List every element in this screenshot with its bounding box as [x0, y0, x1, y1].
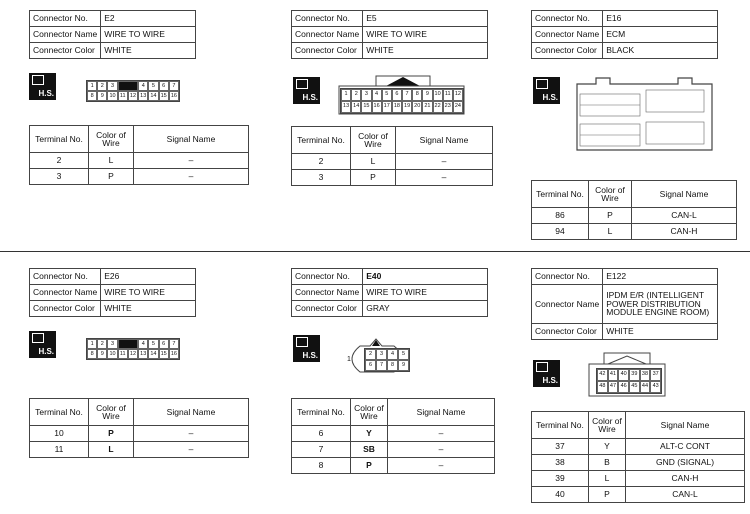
pin-cell: 3: [361, 89, 371, 101]
table-cell: 3: [292, 170, 351, 186]
pin-cell: 16: [372, 101, 382, 113]
pin-cell: 1: [87, 339, 97, 349]
pin-cell: 4: [387, 349, 398, 360]
pin-cell: 42: [597, 369, 608, 381]
table-cell: Connector Name: [30, 285, 101, 301]
column-header: Signal Name: [134, 126, 249, 153]
table-cell: IPDM E/R (INTELLIGENT POWER DISTRIBUTION MODULE ENGINE ROOM): [603, 285, 718, 324]
pin-cell: 13: [341, 101, 351, 113]
pin-cell: 6: [159, 339, 169, 349]
table-cell: 2: [30, 153, 89, 169]
table-row: [30, 426, 249, 442]
table-cell: SB: [351, 442, 388, 458]
table-cell: CAN-L: [632, 208, 737, 224]
table-cell: BLACK: [603, 43, 718, 59]
table-cell: –: [134, 153, 249, 169]
table-cell: B: [589, 455, 626, 471]
pin-cell: [118, 81, 138, 91]
pin-cell: 39: [629, 369, 640, 381]
connector-pin-diagram: [86, 80, 180, 102]
table-cell: Connector No.: [292, 269, 363, 285]
terminal-table-e16: [531, 180, 737, 240]
pin-cell: 47: [608, 381, 619, 393]
table-cell: P: [89, 169, 134, 185]
table-row: [532, 487, 745, 503]
terminal-table-e40: [291, 398, 495, 474]
pin-cell: 8: [412, 89, 422, 101]
table-cell: Connector Name: [532, 285, 603, 324]
table-cell: E122: [603, 269, 718, 285]
table-cell: –: [134, 169, 249, 185]
pin-cell: 4: [138, 81, 148, 91]
pin-cell: 11: [443, 89, 453, 101]
pin-cell: 7: [169, 339, 179, 349]
column-header: Signal Name: [134, 399, 249, 426]
pin-cell: 16: [169, 349, 179, 359]
column-header: Color of Wire: [589, 412, 626, 439]
table-row: [292, 458, 495, 474]
connector-e26: [29, 268, 196, 317]
table-cell: –: [396, 154, 493, 170]
connector-e5: [291, 10, 488, 59]
table-row: [292, 426, 495, 442]
terminal-table-e122: [531, 411, 745, 503]
pin-cell: 3: [376, 349, 387, 360]
pin-cell: 1: [87, 81, 97, 91]
table-cell: 94: [532, 224, 589, 240]
pin-cell: 48: [597, 381, 608, 393]
pin-cell: 18: [392, 101, 402, 113]
table-cell: 8: [292, 458, 351, 474]
pin-cell: 12: [453, 89, 463, 101]
table-cell: –: [396, 170, 493, 186]
column-header: Terminal No.: [292, 127, 351, 154]
column-header: Signal Name: [626, 412, 745, 439]
connector-pin-diagram: [364, 348, 410, 372]
pin-cell: 44: [640, 381, 651, 393]
pin-cell: 2: [97, 81, 107, 91]
pin-cell: 2: [97, 339, 107, 349]
table-cell: WIRE TO WIRE: [363, 27, 488, 43]
table-cell: E40: [363, 269, 488, 285]
table-row: [30, 169, 249, 185]
section-divider: [0, 251, 750, 252]
table-cell: –: [134, 426, 249, 442]
connector-info-table: [29, 10, 196, 59]
pin-cell: 14: [148, 91, 158, 101]
pin-cell: 9: [97, 91, 107, 101]
pin-cell: 17: [382, 101, 392, 113]
pin-cell: 23: [443, 101, 453, 113]
terminal-table-e26: [29, 398, 249, 458]
table-cell: –: [388, 458, 495, 474]
table-cell: WHITE: [101, 301, 196, 317]
pin-cell: 2: [351, 89, 361, 101]
column-header: Color of Wire: [89, 399, 134, 426]
terminal-table-e5: [291, 126, 493, 186]
connector-pin-diagram: [86, 338, 180, 360]
pin-cell: 12: [128, 91, 138, 101]
pin-cell: 8: [87, 349, 97, 359]
pin-cell: 2: [365, 349, 376, 360]
pin-cell: 20: [412, 101, 422, 113]
pin-cell: 14: [351, 101, 361, 113]
table-cell: Connector Color: [292, 43, 363, 59]
table-cell: Connector No.: [292, 11, 363, 27]
pin-cell: 3: [107, 81, 117, 91]
table-row: [532, 455, 745, 471]
pin-cell: 11: [118, 91, 128, 101]
connector-e2: [29, 10, 196, 59]
hs-icon: H.S.: [293, 77, 320, 104]
pin-cell: 12: [128, 349, 138, 359]
table-cell: P: [589, 208, 632, 224]
pin-cell: 9: [97, 349, 107, 359]
pin-cell: 38: [640, 369, 651, 381]
table-cell: 38: [532, 455, 589, 471]
connector-e16: [531, 10, 718, 59]
table-cell: ECM: [603, 27, 718, 43]
table-row: [532, 224, 737, 240]
pin-cell: 6: [159, 81, 169, 91]
table-cell: 39: [532, 471, 589, 487]
pin-cell: 14: [148, 349, 158, 359]
pin-cell: 5: [148, 81, 158, 91]
table-cell: WHITE: [101, 43, 196, 59]
pin-cell: 7: [169, 81, 179, 91]
column-header: Signal Name: [632, 181, 737, 208]
pin-cell: 15: [159, 91, 169, 101]
pin-cell: 41: [608, 369, 619, 381]
table-cell: 10: [30, 426, 89, 442]
pin-cell: 9: [398, 360, 409, 371]
table-cell: –: [388, 442, 495, 458]
column-header: Terminal No.: [292, 399, 351, 426]
column-header: Color of Wire: [89, 126, 134, 153]
e16-connector-diagram: [572, 76, 718, 154]
table-cell: L: [589, 224, 632, 240]
pin-cell: 4: [138, 339, 148, 349]
table-cell: 3: [30, 169, 89, 185]
pin-cell: 19: [402, 101, 412, 113]
column-header: Terminal No.: [30, 126, 89, 153]
e40-pin-side: 1: [347, 356, 351, 363]
table-cell: –: [134, 442, 249, 458]
pin-cell: 37: [650, 369, 661, 381]
hs-icon: H.S.: [29, 331, 56, 358]
pin-cell: 24: [453, 101, 463, 113]
table-row: [532, 439, 745, 455]
table-row: [292, 170, 493, 186]
pin-cell: 5: [398, 349, 409, 360]
table-cell: Connector No.: [532, 11, 603, 27]
table-cell: 40: [532, 487, 589, 503]
table-cell: Y: [351, 426, 388, 442]
pin-cell: 8: [87, 91, 97, 101]
table-cell: L: [89, 442, 134, 458]
column-header: Color of Wire: [351, 399, 388, 426]
pin-cell: 43: [650, 381, 661, 393]
connector-e122: [531, 268, 718, 340]
pin-cell: 21: [422, 101, 432, 113]
terminal-table-e2: [29, 125, 249, 185]
table-cell: L: [89, 153, 134, 169]
table-cell: L: [351, 154, 396, 170]
table-row: [532, 471, 745, 487]
pin-cell: 10: [107, 91, 117, 101]
column-header: Terminal No.: [532, 412, 589, 439]
pin-cell: 15: [361, 101, 371, 113]
table-cell: 37: [532, 439, 589, 455]
table-cell: GRAY: [363, 301, 488, 317]
hs-icon: H.S.: [29, 73, 56, 100]
pin-cell: 10: [433, 89, 443, 101]
table-cell: CAN-L: [626, 487, 745, 503]
hs-icon: H.S.: [533, 360, 560, 387]
pin-cell: 10: [107, 349, 117, 359]
table-cell: 7: [292, 442, 351, 458]
pin-cell: 5: [148, 339, 158, 349]
column-header: Terminal No.: [30, 399, 89, 426]
table-cell: Connector No.: [30, 269, 101, 285]
pin-cell: 7: [376, 360, 387, 371]
column-header: Signal Name: [396, 127, 493, 154]
pin-cell: 11: [118, 349, 128, 359]
pin-cell: 16: [169, 91, 179, 101]
table-cell: L: [589, 471, 626, 487]
table-cell: WIRE TO WIRE: [101, 285, 196, 301]
table-cell: E26: [101, 269, 196, 285]
pin-cell: 13: [138, 91, 148, 101]
table-cell: Connector Color: [30, 301, 101, 317]
table-cell: E2: [101, 11, 196, 27]
table-cell: 11: [30, 442, 89, 458]
table-cell: CAN-H: [626, 471, 745, 487]
hs-icon: H.S.: [533, 77, 560, 104]
column-header: Color of Wire: [351, 127, 396, 154]
connector-e40: [291, 268, 488, 317]
pin-cell: 13: [138, 349, 148, 359]
connector-pin-diagram: [340, 88, 464, 114]
pin-cell: 7: [402, 89, 412, 101]
table-cell: Connector Name: [30, 27, 101, 43]
pin-cell: 6: [392, 89, 402, 101]
table-cell: 6: [292, 426, 351, 442]
table-cell: 2: [292, 154, 351, 170]
table-cell: P: [89, 426, 134, 442]
pin-cell: 45: [629, 381, 640, 393]
table-cell: Connector Color: [532, 43, 603, 59]
pin-cell: 1: [341, 89, 351, 101]
hs-icon: H.S.: [293, 335, 320, 362]
pin-cell: 6: [365, 360, 376, 371]
table-cell: Connector Color: [292, 301, 363, 317]
pin-cell: [118, 339, 138, 349]
pin-cell: 3: [107, 339, 117, 349]
connector-pin-diagram: [596, 368, 662, 394]
column-header: Terminal No.: [532, 181, 589, 208]
pin-cell: 46: [618, 381, 629, 393]
table-row: [292, 154, 493, 170]
table-cell: Connector Name: [292, 285, 363, 301]
table-cell: Y: [589, 439, 626, 455]
table-cell: P: [351, 170, 396, 186]
pin-cell: 40: [618, 369, 629, 381]
pin-cell: 9: [422, 89, 432, 101]
table-row: [30, 442, 249, 458]
table-cell: WIRE TO WIRE: [101, 27, 196, 43]
pin-cell: 4: [372, 89, 382, 101]
table-cell: Connector Color: [532, 324, 603, 340]
table-cell: Connector No.: [30, 11, 101, 27]
table-row: [30, 153, 249, 169]
table-cell: E16: [603, 11, 718, 27]
table-cell: Connector Color: [30, 43, 101, 59]
table-cell: E5: [363, 11, 488, 27]
column-header: Signal Name: [388, 399, 495, 426]
table-cell: –: [388, 426, 495, 442]
pin-cell: 5: [382, 89, 392, 101]
table-row: [532, 208, 737, 224]
table-cell: WHITE: [363, 43, 488, 59]
table-cell: P: [351, 458, 388, 474]
table-cell: GND (SIGNAL): [626, 455, 745, 471]
table-cell: WIRE TO WIRE: [363, 285, 488, 301]
table-cell: CAN-H: [632, 224, 737, 240]
table-cell: ALT-C CONT: [626, 439, 745, 455]
table-cell: P: [589, 487, 626, 503]
column-header: Color of Wire: [589, 181, 632, 208]
pin-cell: 22: [433, 101, 443, 113]
pin-cell: 8: [387, 360, 398, 371]
table-cell: Connector Name: [292, 27, 363, 43]
table-row: [292, 442, 495, 458]
table-cell: 86: [532, 208, 589, 224]
table-cell: Connector No.: [532, 269, 603, 285]
table-cell: Connector Name: [532, 27, 603, 43]
table-cell: WHITE: [603, 324, 718, 340]
pin-cell: 15: [159, 349, 169, 359]
